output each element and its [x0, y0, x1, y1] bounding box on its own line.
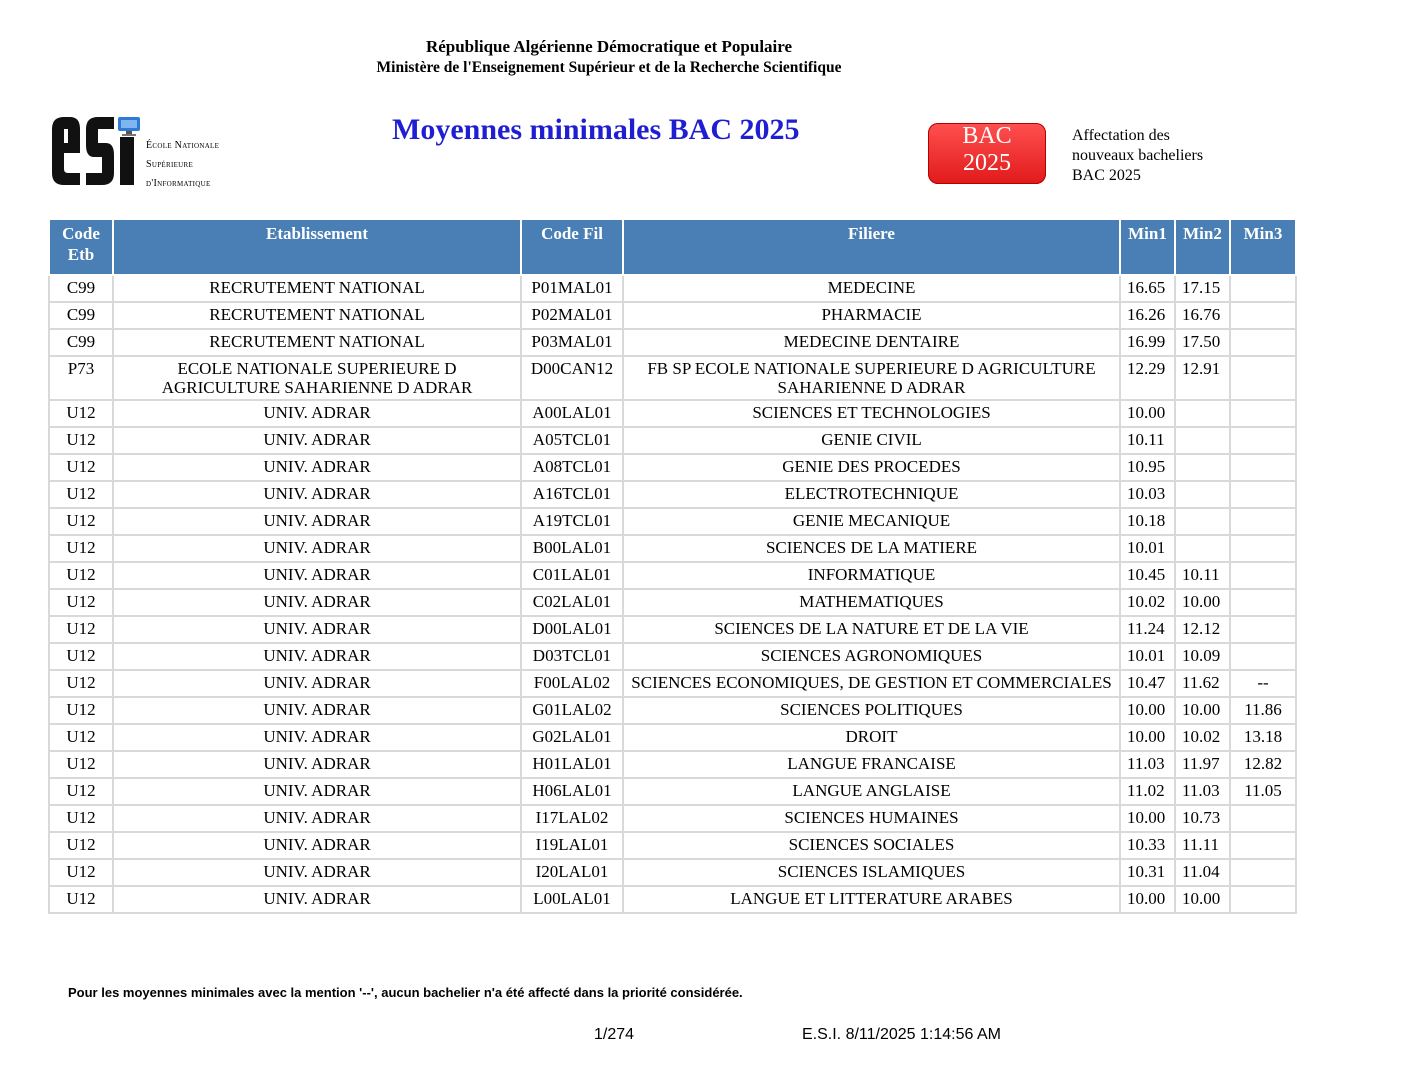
col-code-fil: Code Fil [521, 219, 623, 275]
table-row [49, 778, 1296, 805]
cell-code-fil: A08TCL01 [521, 454, 623, 481]
cell-min3 [1230, 400, 1296, 427]
cell-code-fil: A19TCL01 [521, 508, 623, 535]
cell-min3: 11.05 [1230, 778, 1296, 805]
cell-code-fil: C02LAL01 [521, 589, 623, 616]
cell-min1: 10.00 [1120, 724, 1175, 751]
cell-min3 [1230, 535, 1296, 562]
cell-code-etb: P73 [49, 356, 113, 400]
cell-filiere: GENIE DES PROCEDES [623, 454, 1120, 481]
cell-code-etb: C99 [49, 275, 113, 302]
cell-etablissement: RECRUTEMENT NATIONAL [113, 275, 521, 302]
cell-min2: 17.50 [1175, 329, 1230, 356]
table-row [49, 356, 1296, 400]
cell-etablissement: UNIV. ADRAR [113, 535, 521, 562]
table-row [49, 589, 1296, 616]
table-row [49, 427, 1296, 454]
affectation-line-3: BAC 2025 [1072, 167, 1141, 184]
cell-etablissement: UNIV. ADRAR [113, 562, 521, 589]
cell-filiere: LANGUE ET LITTERATURE ARABES [623, 886, 1120, 913]
cell-code-etb: U12 [49, 805, 113, 832]
table-row [49, 859, 1296, 886]
cell-min1: 10.00 [1120, 805, 1175, 832]
table-row [49, 751, 1296, 778]
cell-filiere: LANGUE FRANCAISE [623, 751, 1120, 778]
table-row [49, 329, 1296, 356]
cell-filiere: GENIE MECANIQUE [623, 508, 1120, 535]
cell-etablissement: RECRUTEMENT NATIONAL [113, 329, 521, 356]
cell-filiere: FB SP ECOLE NATIONALE SUPERIEURE D AGRICULTURE SAHARIENNE D ADRAR [623, 356, 1120, 400]
cell-min2: 10.09 [1175, 643, 1230, 670]
bac-2025-badge [928, 123, 1046, 184]
logo-line-1: École Nationale [146, 140, 220, 151]
cell-code-fil: A05TCL01 [521, 427, 623, 454]
cell-code-etb: U12 [49, 589, 113, 616]
cell-code-fil: C01LAL01 [521, 562, 623, 589]
col-min2: Min2 [1175, 219, 1230, 275]
cell-min1: 16.65 [1120, 275, 1175, 302]
cell-code-etb: U12 [49, 400, 113, 427]
cell-min1: 10.01 [1120, 643, 1175, 670]
page-number: 1/274 [594, 1026, 635, 1043]
table-row [49, 886, 1296, 913]
cell-min2: 10.00 [1175, 589, 1230, 616]
cell-etablissement: UNIV. ADRAR [113, 670, 521, 697]
cell-etablissement: UNIV. ADRAR [113, 643, 521, 670]
cell-code-fil: D00LAL01 [521, 616, 623, 643]
cell-code-etb: U12 [49, 724, 113, 751]
cell-code-fil: I20LAL01 [521, 859, 623, 886]
table-body [49, 275, 1296, 913]
cell-min1: 16.99 [1120, 329, 1175, 356]
table-row [49, 508, 1296, 535]
cell-filiere: SCIENCES SOCIALES [623, 832, 1120, 859]
table-header [49, 219, 1296, 275]
table-row [49, 481, 1296, 508]
table-row [49, 724, 1296, 751]
table-row [49, 302, 1296, 329]
cell-min1: 10.18 [1120, 508, 1175, 535]
logo-line-3: d'Informatique [146, 178, 211, 189]
cell-etablissement: ECOLE NATIONALE SUPERIEURE D AGRICULTURE SAHARIENNE D ADRAR [113, 356, 521, 400]
badge-line-2: 2025 [963, 150, 1011, 176]
cell-etablissement: UNIV. ADRAR [113, 454, 521, 481]
cell-code-fil: D00CAN12 [521, 356, 623, 400]
cell-min2: 10.02 [1175, 724, 1230, 751]
cell-min3 [1230, 805, 1296, 832]
cell-code-etb: U12 [49, 697, 113, 724]
cell-min3 [1230, 275, 1296, 302]
table-row [49, 670, 1296, 697]
cell-etablissement: UNIV. ADRAR [113, 832, 521, 859]
cell-min1: 10.31 [1120, 859, 1175, 886]
cell-code-etb: U12 [49, 562, 113, 589]
footnote: Pour les moyennes minimales avec la mention '--', aucun bachelier n'a été affecté dans la priorité considérée. [68, 985, 743, 1000]
cell-code-etb: U12 [49, 481, 113, 508]
cell-min1: 16.26 [1120, 302, 1175, 329]
cell-min1: 10.00 [1120, 697, 1175, 724]
cell-filiere: LANGUE ANGLAISE [623, 778, 1120, 805]
cell-filiere: SCIENCES POLITIQUES [623, 697, 1120, 724]
cell-min1: 12.29 [1120, 356, 1175, 400]
cell-min2: 10.11 [1175, 562, 1230, 589]
cell-filiere: SCIENCES ECONOMIQUES, DE GESTION ET COMMERCIALES [623, 670, 1120, 697]
col-min3: Min3 [1230, 219, 1296, 275]
cell-etablissement: RECRUTEMENT NATIONAL [113, 302, 521, 329]
cell-etablissement: UNIV. ADRAR [113, 859, 521, 886]
cell-etablissement: UNIV. ADRAR [113, 589, 521, 616]
cell-min3 [1230, 886, 1296, 913]
table-row [49, 697, 1296, 724]
cell-etablissement: UNIV. ADRAR [113, 400, 521, 427]
cell-min3: -- [1230, 670, 1296, 697]
table-row [49, 805, 1296, 832]
cell-code-etb: U12 [49, 535, 113, 562]
cell-min1: 10.11 [1120, 427, 1175, 454]
cell-filiere: SCIENCES ISLAMIQUES [623, 859, 1120, 886]
cell-min2: 10.00 [1175, 886, 1230, 913]
table-row [49, 275, 1296, 302]
cell-min3: 11.86 [1230, 697, 1296, 724]
cell-min3 [1230, 481, 1296, 508]
cell-min2 [1175, 535, 1230, 562]
cell-code-fil: I19LAL01 [521, 832, 623, 859]
cell-code-fil: B00LAL01 [521, 535, 623, 562]
cell-code-etb: U12 [49, 670, 113, 697]
cell-min1: 10.00 [1120, 400, 1175, 427]
cell-min3 [1230, 589, 1296, 616]
cell-code-etb: U12 [49, 751, 113, 778]
logo-line-2: Supérieure [146, 159, 194, 170]
cell-min3 [1230, 508, 1296, 535]
table-row [49, 832, 1296, 859]
cell-filiere: SCIENCES HUMAINES [623, 805, 1120, 832]
table-row [49, 616, 1296, 643]
cell-min2: 10.00 [1175, 697, 1230, 724]
cell-filiere: SCIENCES DE LA MATIERE [623, 535, 1120, 562]
cell-code-etb: U12 [49, 778, 113, 805]
cell-min2 [1175, 400, 1230, 427]
cell-code-fil: P02MAL01 [521, 302, 623, 329]
cell-min3 [1230, 562, 1296, 589]
cell-filiere: INFORMATIQUE [623, 562, 1120, 589]
cell-code-fil: G01LAL02 [521, 697, 623, 724]
cell-filiere: SCIENCES ET TECHNOLOGIES [623, 400, 1120, 427]
page-title: Moyennes minimales BAC 2025 [392, 113, 800, 146]
cell-etablissement: UNIV. ADRAR [113, 481, 521, 508]
cell-min1: 11.03 [1120, 751, 1175, 778]
cell-etablissement: UNIV. ADRAR [113, 751, 521, 778]
cell-min3 [1230, 859, 1296, 886]
cell-code-fil: A00LAL01 [521, 400, 623, 427]
cell-min1: 11.24 [1120, 616, 1175, 643]
cell-min1: 11.02 [1120, 778, 1175, 805]
cell-etablissement: UNIV. ADRAR [113, 427, 521, 454]
affectation-line-1: Affectation des [1072, 127, 1170, 144]
cell-min2 [1175, 454, 1230, 481]
cell-min2: 17.15 [1175, 275, 1230, 302]
cell-code-etb: U12 [49, 643, 113, 670]
cell-min2 [1175, 508, 1230, 535]
col-filiere: Filiere [623, 219, 1120, 275]
cell-filiere: SCIENCES AGRONOMIQUES [623, 643, 1120, 670]
cell-min3: 13.18 [1230, 724, 1296, 751]
cell-min1: 10.00 [1120, 886, 1175, 913]
cell-filiere: MEDECINE [623, 275, 1120, 302]
logo-wordmark [146, 136, 219, 193]
header-republic: République Algérienne Démocratique et Populaire [425, 37, 793, 56]
table-row [49, 454, 1296, 481]
cell-code-etb: U12 [49, 508, 113, 535]
cell-min2: 12.91 [1175, 356, 1230, 400]
cell-min3 [1230, 454, 1296, 481]
cell-min3 [1230, 302, 1296, 329]
affectation-note [1072, 126, 1203, 186]
table-row [49, 643, 1296, 670]
cell-min2: 11.62 [1175, 670, 1230, 697]
cell-min2: 11.03 [1175, 778, 1230, 805]
cell-min3 [1230, 356, 1296, 400]
cell-min1: 10.95 [1120, 454, 1175, 481]
cell-etablissement: UNIV. ADRAR [113, 697, 521, 724]
cell-min1: 10.47 [1120, 670, 1175, 697]
cell-etablissement: UNIV. ADRAR [113, 886, 521, 913]
cell-code-etb: U12 [49, 832, 113, 859]
cell-etablissement: UNIV. ADRAR [113, 778, 521, 805]
cell-min1: 10.03 [1120, 481, 1175, 508]
cell-filiere: GENIE CIVIL [623, 427, 1120, 454]
cell-code-etb: U12 [49, 616, 113, 643]
cell-min2: 11.11 [1175, 832, 1230, 859]
cell-code-etb: U12 [49, 886, 113, 913]
table-row [49, 562, 1296, 589]
cell-min2 [1175, 427, 1230, 454]
cell-etablissement: UNIV. ADRAR [113, 508, 521, 535]
cell-code-fil: A16TCL01 [521, 481, 623, 508]
cell-min1: 10.02 [1120, 589, 1175, 616]
col-code-etb: Code Etb [49, 219, 113, 275]
cell-filiere: MEDECINE DENTAIRE [623, 329, 1120, 356]
cell-min1: 10.01 [1120, 535, 1175, 562]
cell-filiere: PHARMACIE [623, 302, 1120, 329]
cell-code-etb: U12 [49, 454, 113, 481]
cell-code-fil: P01MAL01 [521, 275, 623, 302]
cell-code-etb: U12 [49, 859, 113, 886]
cell-min1: 10.45 [1120, 562, 1175, 589]
col-min1: Min1 [1120, 219, 1175, 275]
cell-etablissement: UNIV. ADRAR [113, 724, 521, 751]
cell-min2: 11.97 [1175, 751, 1230, 778]
cell-min1: 10.33 [1120, 832, 1175, 859]
results-table [48, 218, 1297, 914]
col-etablissement: Etablissement [113, 219, 521, 275]
cell-min2: 16.76 [1175, 302, 1230, 329]
cell-min3 [1230, 643, 1296, 670]
cell-code-fil: L00LAL01 [521, 886, 623, 913]
cell-min3 [1230, 329, 1296, 356]
cell-code-fil: H06LAL01 [521, 778, 623, 805]
cell-code-fil: G02LAL01 [521, 724, 623, 751]
cell-filiere: ELECTROTECHNIQUE [623, 481, 1120, 508]
cell-min2: 11.04 [1175, 859, 1230, 886]
cell-min3 [1230, 616, 1296, 643]
cell-code-etb: U12 [49, 427, 113, 454]
cell-code-etb: C99 [49, 329, 113, 356]
cell-min2: 10.73 [1175, 805, 1230, 832]
cell-code-fil: I17LAL02 [521, 805, 623, 832]
table-row [49, 400, 1296, 427]
table-row [49, 535, 1296, 562]
generation-stamp: E.S.I. 8/11/2025 1:14:56 AM [802, 1026, 1001, 1043]
cell-code-fil: D03TCL01 [521, 643, 623, 670]
cell-etablissement: UNIV. ADRAR [113, 805, 521, 832]
cell-code-etb: C99 [49, 302, 113, 329]
cell-etablissement: UNIV. ADRAR [113, 616, 521, 643]
cell-code-fil: H01LAL01 [521, 751, 623, 778]
cell-min2 [1175, 481, 1230, 508]
cell-filiere: SCIENCES DE LA NATURE ET DE LA VIE [623, 616, 1120, 643]
badge-line-1: BAC [962, 123, 1012, 149]
affectation-line-2: nouveaux bacheliers [1072, 147, 1204, 164]
cell-min3: 12.82 [1230, 751, 1296, 778]
cell-min3 [1230, 832, 1296, 859]
cell-filiere: DROIT [623, 724, 1120, 751]
cell-code-fil: P03MAL01 [521, 329, 623, 356]
cell-filiere: MATHEMATIQUES [623, 589, 1120, 616]
cell-min3 [1230, 427, 1296, 454]
header-ministry: Ministère de l'Enseignement Supérieur et de la Recherche Scientifique [376, 59, 842, 76]
cell-code-fil: F00LAL02 [521, 670, 623, 697]
cell-min2: 12.12 [1175, 616, 1230, 643]
